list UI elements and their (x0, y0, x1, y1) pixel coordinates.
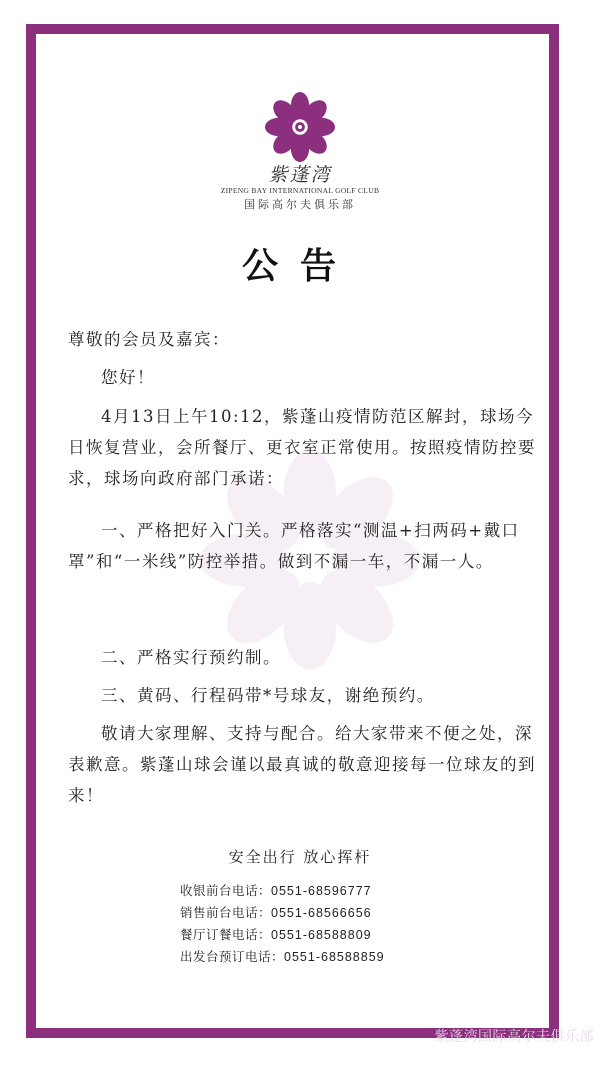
greeting-paragraph: 您好！ (101, 368, 155, 387)
corner-watermark-text: 紫蓬湾国际高尔夫俱乐部 (434, 1029, 594, 1045)
salutation: 尊敬的会员及嘉宾： (68, 330, 230, 349)
phone-number: 0551-68588809 (271, 928, 372, 942)
announcement-paragraph: 4月13日上午10:12，紫蓬山疫情防范区解封，球场今日恢复营业，会所餐厅、更衣室正常使用。按照疫情防控要求，球场向政府部门承诺： (68, 407, 536, 488)
contact-label: 收银前台电话： (180, 883, 272, 898)
logo-subtitle: 国际高尔夫俱乐部 (244, 198, 356, 211)
closing-paragraph: 敬请大家理解、支持与配合。给大家带来不便之处，深表歉意。紫蓬山球会谨以最真诚的敬意迎接每一位球友的到来！ (68, 724, 536, 805)
phone-number: 0551-68596777 (271, 884, 372, 898)
rule-three-paragraph: 三、黄码、行程码带*号球友，谢绝预约。 (101, 686, 435, 705)
phone-number: 0551-68588859 (284, 950, 385, 964)
club-logo (0, 92, 600, 212)
rule-two-paragraph: 二、严格实行预约制。 (101, 648, 281, 667)
lotus-flower-icon (265, 92, 335, 162)
contact-row-starter (180, 946, 480, 968)
notice-title: 公告 (241, 245, 358, 287)
logo-chinese-name: 紫蓬湾 (268, 164, 332, 186)
contact-label: 销售前台电话： (180, 905, 272, 920)
contact-row-restaurant (180, 924, 480, 946)
contact-label: 餐厅订餐电话： (180, 927, 272, 942)
logo-english-name: ZIPENG BAY INTERNATIONAL GOLF CLUB (220, 186, 380, 195)
phone-number: 0551-68566656 (271, 906, 372, 920)
rule-one-paragraph: 一、严格把好入门关。严格落实“测温+扫两码+戴口罩”和“一米线”防控举措。做到不漏一车，不漏一人。 (68, 521, 520, 571)
contact-row-sales (180, 902, 480, 924)
slogan: 安全出行 放心挥杆 (228, 848, 372, 866)
contact-label: 出发台预订电话： (180, 949, 285, 964)
contact-row-cashier (180, 880, 480, 902)
contact-list (180, 880, 480, 968)
